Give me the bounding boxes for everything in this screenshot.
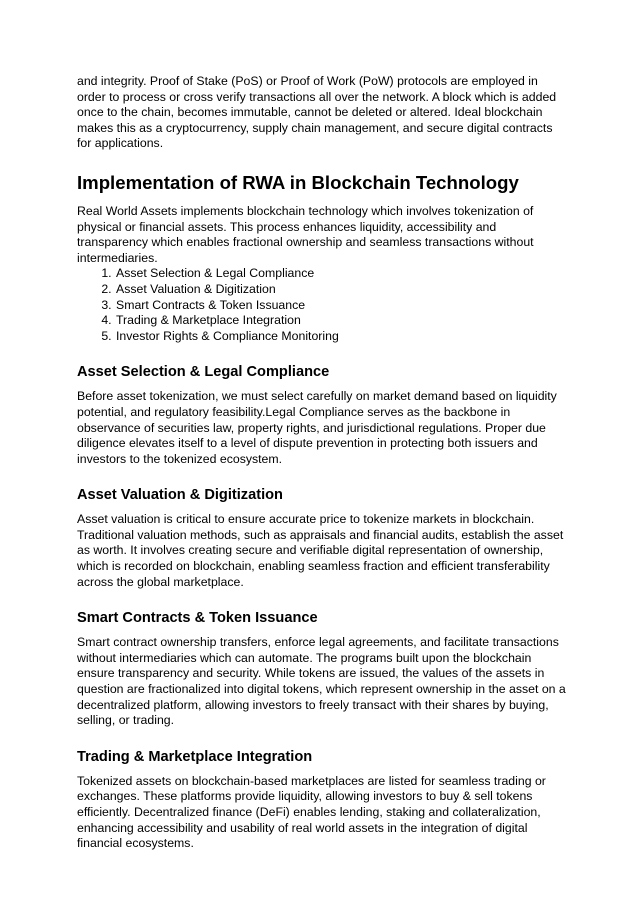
body-asset-selection: Before asset tokenization, we must select carefully on market demand based on liquidity potential, and regulatory feasibility.Legal Compliance serves as the backbone in observance of securities law, property rights, and jurisdictional regulations. Proper due diligence elevates itself to a level of dispute prevention in protecting both issuers and investors to the tokenized ecosystem. [77,389,557,466]
heading-asset-valuation: Asset Valuation & Digitization [77,487,283,504]
body-trading-marketplace: Tokenized assets on blockchain-based marketplaces are listed for seamless trading or exchanges. These platforms provide liquidity, allowing investors to buy & sell tokens efficiently. Decentralized finance (DeFi) enables lending, staking and collateralization, enhancing accessibility and usability of real world assets in the integration of digital financial ecosystems. [77,773,546,851]
body-asset-valuation: Asset valuation is critical to ensure accurate price to tokenize markets in blockchain. Traditional valuation methods, such as appraisals and financial audits, establish the asset as worth. It involves creating secure and verifiable digital representation of ownership, which is recorded on blockchain, enabling seamless fraction and efficient transferability across the global marketplace. [77,512,564,589]
list-item: 5. Investor Rights & Compliance Monitoring [115,329,567,345]
implementation-steps-list [77,266,567,344]
heading-smart-contracts: Smart Contracts & Token Issuance [77,610,318,627]
intro-paragraph: and integrity. Proof of Stake (PoS) or Proof of Work (PoW) protocols are employed in order to process or cross verify transactions all over the network. A block which is added once to the chain, becomes immutable, cannot be deleted or altered. Ideal blockchain makes this as a cryptocurrency, supply chain management, and secure digital contracts for applications. [77,74,557,151]
section-title-implementation: Implementation of RWA in Blockchain Technology [77,171,519,193]
document-page [77,74,567,852]
body-smart-contracts: Smart contract ownership transfers, enforce legal agreements, and facilitate transactions without intermediaries which can automate. The programs built upon the blockchain ensure transparency and security. While tokens are issued, the values of the assets in question are fractionalized into digital tokens, which represent ownership in the asset on a decentralized platform, allowing investors to freely transact with their shares by buying, selling, or trading. [77,635,566,728]
implementation-paragraph: Real World Assets implements blockchain technology which involves tokenization of physical or financial assets. This process enhances liquidity, accessibility and transparency which enables fractional ownership and seamless transactions without intermediaries. [77,203,534,265]
heading-asset-selection: Asset Selection & Legal Compliance [77,364,330,381]
list-item: 3. Smart Contracts & Token Issuance [115,298,567,314]
list-item: 1. Asset Selection & Legal Compliance [115,266,567,282]
list-item: 4. Trading & Marketplace Integration [115,313,567,329]
heading-trading-marketplace: Trading & Marketplace Integration [77,748,313,765]
list-item: 2. Asset Valuation & Digitization [115,282,567,298]
